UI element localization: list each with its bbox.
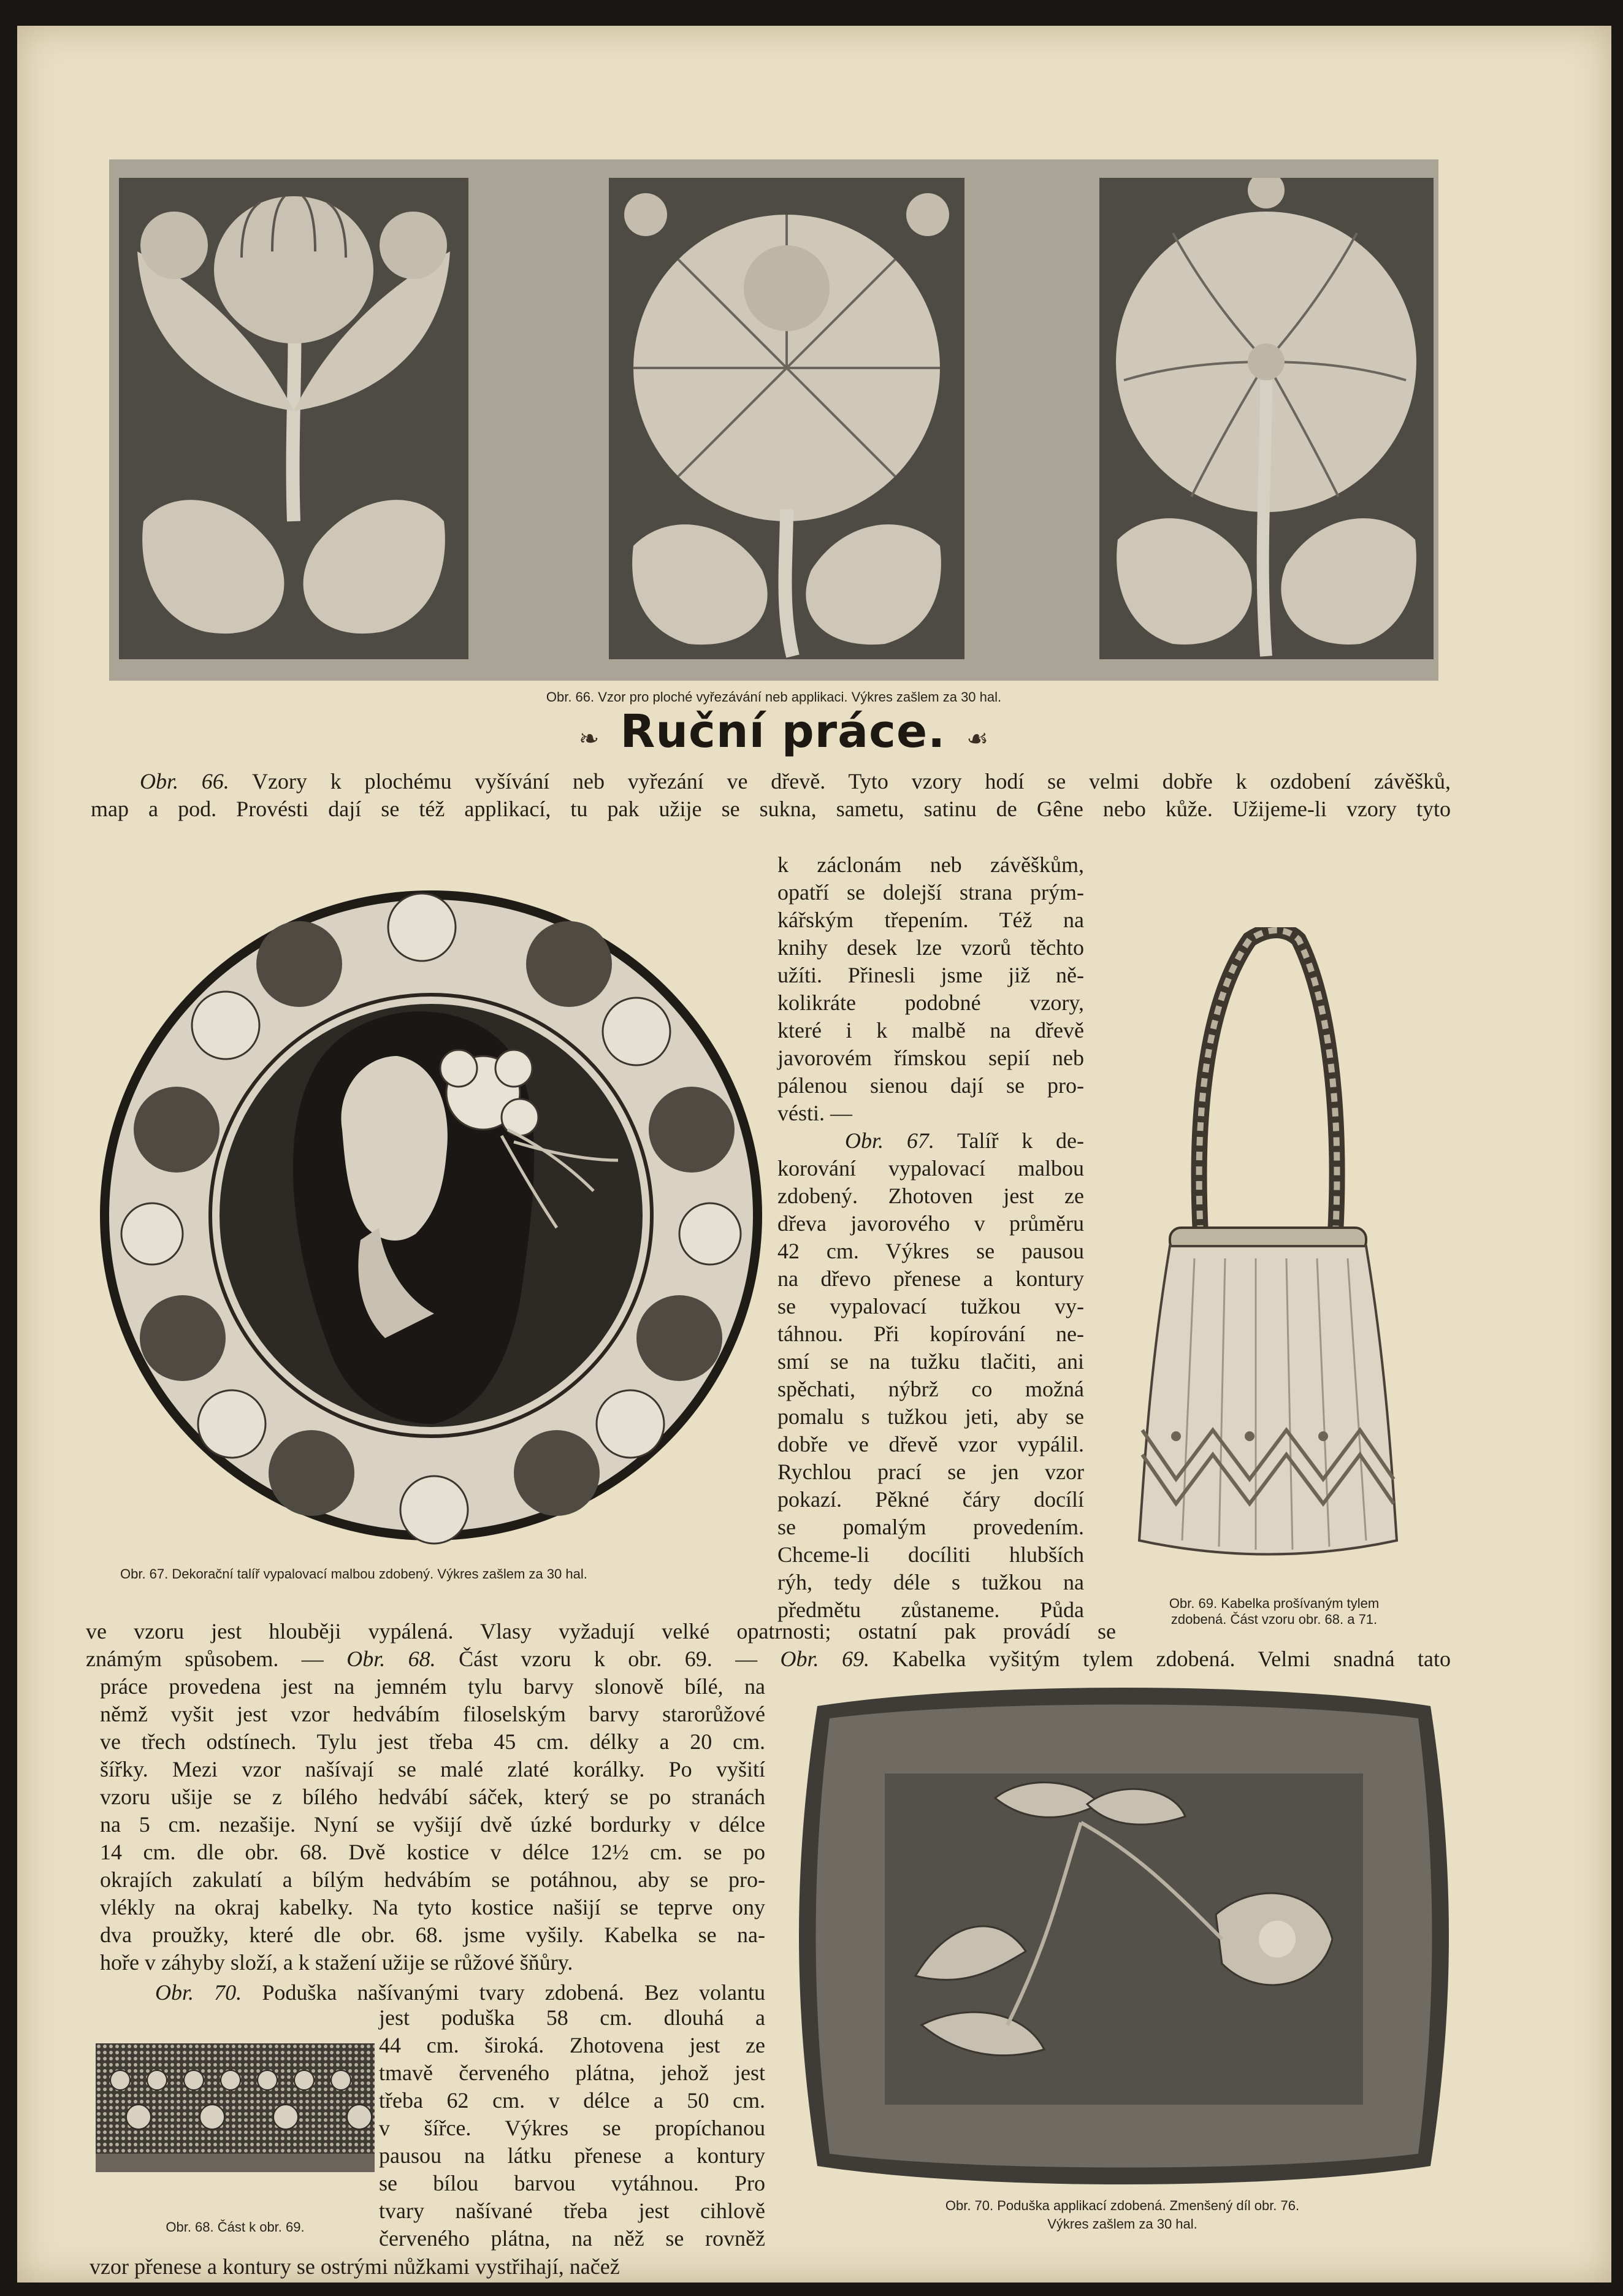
figure-66-caption: Obr. 66. Vzor pro ploché vyřezávání neb applikaci. Výkres zašlem za 30 hal. <box>546 689 1002 705</box>
figure-label: Obr. 68. <box>346 1647 436 1671</box>
text-line <box>777 1127 1084 1155</box>
figure-66-panel-center <box>609 178 964 659</box>
column-obr70 <box>379 2004 765 2252</box>
text-line: pausou na látku přenese a kontury <box>379 2143 765 2168</box>
text-line: pálenou sienou dají se pro- <box>777 1073 1084 1098</box>
text-line: javorovém římskou sepií neb <box>777 1046 1084 1070</box>
text-line: korování vypalovací malbou <box>777 1156 1084 1181</box>
text-line: v šířce. Výkres se propíchanou <box>379 2116 765 2140</box>
text-line: na dřevo přenese a kontury <box>777 1266 1084 1291</box>
text-line: dobře ve dřevě vzor vypálil. <box>777 1432 1084 1456</box>
text-line: spěchati, nýbrž co možná <box>777 1377 1084 1401</box>
figure-67-plate <box>91 872 771 1559</box>
text-line: Rychlou prací se jen vzor <box>777 1460 1084 1484</box>
figure-label: Obr. 69. <box>780 1647 869 1671</box>
text: Poduška našívanými tvary zdobená. Bez volantu <box>262 1980 766 2005</box>
column-obr69 <box>100 1673 765 2007</box>
text-line: zdobený. Zhotoven jest ze <box>777 1184 1084 1208</box>
text: ostrými nůžkami vystřihají, načež <box>320 2254 620 2279</box>
paragraph-last-line <box>90 2253 764 2281</box>
text-line: kolikráte podobné vzory, <box>777 990 1084 1015</box>
text-line: pokazí. Pěkné čáry docílí <box>777 1487 1084 1512</box>
paragraph-wide <box>86 1618 1451 1673</box>
text-line: map a pod. Provésti dají se též applikací, tu pak užije se sukna, sametu, satinu de Gêne nebo kůže. Užijeme-li vzory tyto <box>91 797 1451 821</box>
text-line: němž vyšit jest vzor hedvábím filoselským barvy starorůžové <box>100 1702 765 1726</box>
text: známým spůsobem. — <box>86 1647 324 1671</box>
text-line: k záclonám neb závěškům, <box>777 852 1084 877</box>
text-line: 14 cm. dle obr. 68. Dvě kostice v délce 12½ cm. se po <box>100 1840 765 1864</box>
text-line <box>91 768 1451 795</box>
text-line: kářským třepením. Též na <box>777 908 1084 932</box>
text-line <box>86 1645 1451 1673</box>
caption-line: Obr. 70. Poduška applikací zdobená. Zmenšený díl obr. 76. <box>945 2198 1300 2213</box>
text-line: předmětu zůstaneme. Půda <box>777 1598 1084 1622</box>
text-line: jest poduška 58 cm. dlouhá a <box>379 2005 765 2030</box>
text-line: vzoru ušije se z bílého hedvábí sáček, který se po stranách <box>100 1785 765 1809</box>
text-line: táhnou. Při kopírování ne- <box>777 1322 1084 1346</box>
text-line: ve vzoru jest hlouběji vypálená. Vlasy vyžadují velké opatrnosti; ostatní pak provádí se <box>86 1619 1116 1644</box>
figure-68-caption: Obr. 68. Část k obr. 69. <box>166 2219 305 2235</box>
figure-70-caption <box>793 2197 1452 2233</box>
text-line: šířky. Mezi vzor našívají se malé zlaté korálky. Po vyšití <box>100 1757 765 1781</box>
text-line <box>100 1979 765 2007</box>
figure-66 <box>109 159 1438 681</box>
text: Kabelka vyšitým tylem zdobená. Velmi snadná tato <box>892 1647 1451 1671</box>
figure-66-panel-right <box>1099 178 1434 659</box>
text-line: červeného plátna, na něž se rovněž <box>379 2226 765 2251</box>
text: Vzory k plochému vyšívání neb vyřezání ve dřevě. Tyto vzory hodí se velmi dobře k ozdobení závěšků, <box>251 769 1451 794</box>
figure-label: Obr. 67. <box>845 1128 934 1153</box>
text-line: okrajích zakulatí a bílým hedvábím se potáhnou, aby se pro- <box>100 1867 765 1892</box>
text-line: užíti. Přinesli jsme již ně- <box>777 963 1084 987</box>
text-line: na 5 cm. nezašije. Nyní se vyšijí dvě úzké bordurky v délce <box>100 1812 765 1837</box>
figure-label: Obr. 66. <box>140 769 229 794</box>
text-line: které i k malbě na dřevě <box>777 1018 1084 1043</box>
text-line: smí se na tužku tlačiti, ani <box>777 1349 1084 1374</box>
text-line: tvary našívané třeba jest cihlově <box>379 2198 765 2223</box>
figure-67-caption: Obr. 67. Dekorační talíř vypalovací malbou zdobený. Výkres zašlem za 30 hal. <box>120 1566 587 1582</box>
figure-68-lace <box>96 2043 375 2172</box>
figure-label: Obr. 70. <box>155 1980 242 2005</box>
text-line: vésti. — <box>777 1101 852 1125</box>
text-line: tmavě červeného plátna, jehož jest <box>379 2061 765 2085</box>
ornament-right-icon: ☙ <box>966 725 989 752</box>
text-line: třeba 62 cm. v délce a 50 cm. <box>379 2088 765 2113</box>
text-line: vlékly na okraj kabelky. Na tyto kostice našijí se teprve ony <box>100 1895 765 1919</box>
text-line: knihy desek lze vzorů těchto <box>777 935 1084 960</box>
text-line: ve třech odstínech. Tylu jest třeba 45 cm. délky a 20 cm. <box>100 1729 765 1754</box>
figure-69-bag <box>1127 927 1415 1583</box>
paragraph-obr66 <box>91 768 1451 823</box>
page-title: Ruční práce. <box>620 705 946 758</box>
text-line: se pomalým provedením. <box>777 1515 1084 1539</box>
text-line: dřeva javorového v průměru <box>777 1211 1084 1236</box>
text-line <box>90 2253 764 2281</box>
text: Část vzoru k obr. 69. — <box>459 1647 758 1671</box>
text-line: hoře v záhyby složí, a k stažení užije se růžové šňůry. <box>100 1950 573 1975</box>
figure-70-cushion <box>793 1682 1452 2191</box>
text-line: se vypalovací tužkou vy- <box>777 1294 1084 1318</box>
text-line: pomalu s tužkou jeti, aby se <box>777 1404 1084 1429</box>
text-line: dva proužky, které dle obr. 68. jsme vyšily. Kabelka se na- <box>100 1923 765 1947</box>
text-line: 42 cm. Výkres se pausou <box>777 1239 1084 1263</box>
figure-66-panel-left <box>119 178 468 659</box>
text-line: 44 cm. široká. Zhotovena jest ze <box>379 2033 765 2057</box>
text-line: práce provedena jest na jemném tylu barvy slonově bílé, na <box>100 1674 765 1699</box>
text-line: opatří se dolejší strana prým- <box>777 880 1084 905</box>
page <box>17 26 1611 2283</box>
text-line: se bílou barvou vytáhnou. Pro <box>379 2171 765 2195</box>
caption-line: Výkres zašlem za 30 hal. <box>1047 2216 1197 2232</box>
text-line: Chceme-li docíliti hlubších <box>777 1542 1084 1567</box>
column-obr66-continued <box>777 851 1084 1624</box>
text-line: rýh, tedy déle s tužkou na <box>777 1570 1084 1594</box>
caption-line: zdobená. Část vzoru obr. 68. a 71. <box>1170 1612 1378 1627</box>
section-heading <box>446 705 1121 773</box>
caption-line: Obr. 69. Kabelka prošívaným tylem <box>1169 1596 1380 1611</box>
text: vzor přenese a kontury se <box>90 2254 315 2279</box>
ornament-left-icon: ❧ <box>578 725 600 752</box>
text: Talíř k de- <box>957 1128 1084 1153</box>
